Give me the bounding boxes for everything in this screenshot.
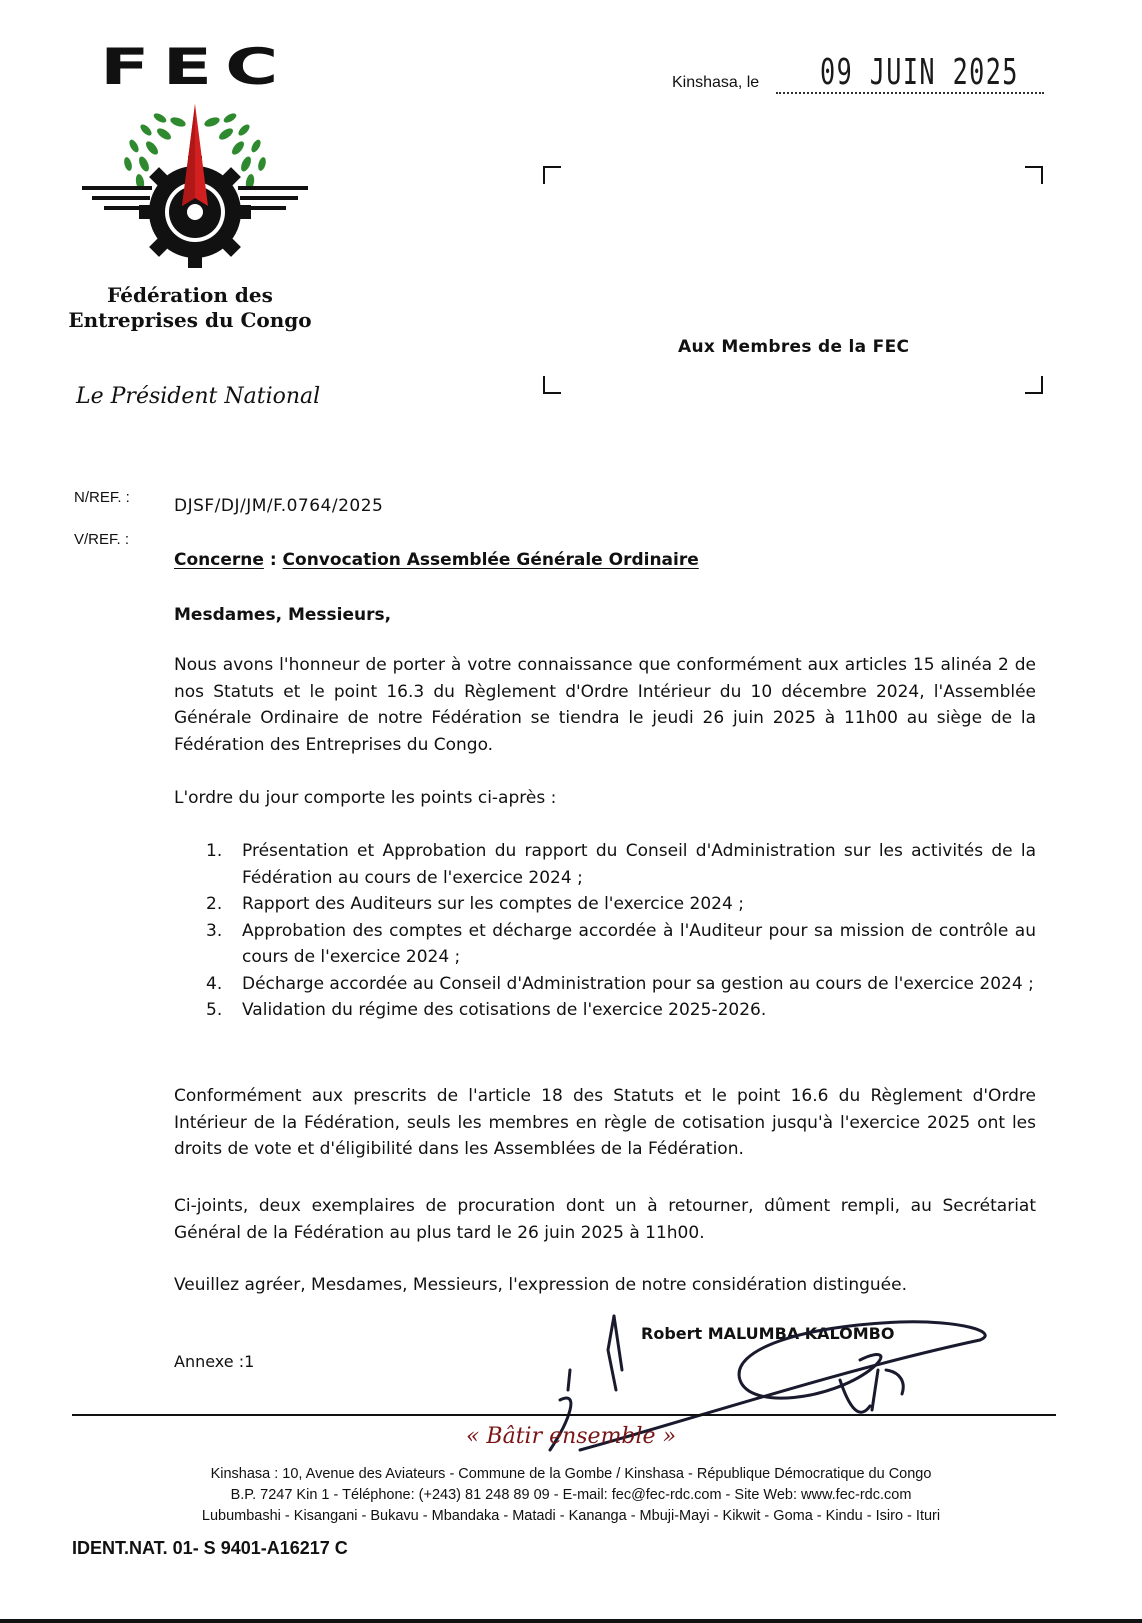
agenda-item-number: 1. <box>206 841 223 861</box>
our-reference-label: N/REF. : <box>74 489 130 506</box>
subject-text: Convocation Assemblée Générale Ordinaire <box>282 550 699 570</box>
footer-address: Kinshasa : 10, Avenue des Aviateurs - Commune de la Gombe / Kinshasa - République Démocratique du Congo <box>210 1466 932 1482</box>
paragraph-proxy: Ci-joints, deux exemplaires de procuration dont un à retourner, dûment rempli, au Secrétariat Général de la Fédération au plus tard le 26 juin 2025 à 11h00. <box>174 1196 1036 1243</box>
annex-note: Annexe :1 <box>174 1352 255 1371</box>
agenda-item-text: Approbation des comptes et décharge accordée à l'Auditeur pour sa mission de contrôle au cours de l'exercice 2024 ; <box>242 920 1036 967</box>
footer-motto: « Bâtir ensemble » <box>465 1424 677 1449</box>
agenda-item <box>206 838 1036 891</box>
paragraph-voting-rights: Conformément aux prescrits de l'article 18 des Statuts et le point 16.6 du Règlement d'Ordre Intérieur de la Fédération, seuls les membres en règle de cotisation jusqu'à l'exercice 2025 ont les droits de vote et d'éligibilité dans les Assemblées de la Fédération. <box>174 1086 1036 1159</box>
fec-emblem-icon <box>82 104 308 284</box>
our-reference-value: DJSF/DJ/JM/F.0764/2025 <box>174 496 384 516</box>
footer-branches: Lubumbashi - Kisangani - Bukavu - Mbandaka - Matadi - Kananga - Mbuji-Mayi - Kikwit - Goma - Kindu - Isiro - Ituri <box>201 1508 941 1524</box>
paragraph-closing: Veuillez agréer, Mesdames, Messieurs, l'expression de notre considération distinguée. <box>174 1275 907 1295</box>
agenda-item <box>206 891 1036 918</box>
recipient: Aux Membres de la FEC <box>678 337 910 357</box>
date-stamp: 09 JUIN 2025 <box>820 52 1019 93</box>
fec-logo-text: FEC <box>100 38 292 96</box>
subject-separator: : <box>269 550 277 570</box>
organization-name-line1: Fédération des <box>107 283 273 307</box>
agenda-item-number: 5. <box>206 1000 223 1020</box>
national-id: IDENT.NAT. 01- S 9401-A16217 C <box>72 1538 348 1558</box>
organization-name <box>60 283 320 333</box>
agenda-item <box>206 971 1036 998</box>
address-frame-corner-top-right <box>1025 166 1043 184</box>
agenda-list <box>206 838 1036 1024</box>
subject-label: Concerne <box>174 550 264 570</box>
address-frame-corner-top-left <box>543 166 561 184</box>
agenda-item-text: Présentation et Approbation du rapport du Conseil d'Administration sur les activités de la Fédération au cours de l'exercice 2024 ; <box>242 841 1036 888</box>
agenda-item-number: 2. <box>206 894 223 914</box>
president-title: Le Président National <box>76 384 321 409</box>
page-bottom-edge <box>0 1619 1142 1623</box>
salutation: Mesdames, Messieurs, <box>174 605 392 625</box>
agenda-item-text: Rapport des Auditeurs sur les comptes de l'exercice 2024 ; <box>242 894 744 914</box>
organization-name-line2: Entreprises du Congo <box>68 308 312 332</box>
footer-contact: B.P. 7247 Kin 1 - Téléphone: (+243) 81 248 89 09 - E-mail: fec@fec-rdc.com - Site Web: www.fec-rdc.com <box>230 1487 912 1503</box>
agenda-item <box>206 918 1036 971</box>
agenda-item-number: 3. <box>206 920 223 941</box>
paragraph-agenda-intro: L'ordre du jour comporte les points ci-après : <box>174 788 557 808</box>
footer-divider <box>72 1414 1056 1416</box>
signer-name: Robert MALUMBA KALOMBO <box>641 1324 895 1343</box>
date-prefix: Kinshasa, le <box>672 74 760 91</box>
paragraph-intro: Nous avons l'honneur de porter à votre connaissance que conformément aux articles 15 alinéa 2 de nos Statuts et le point 16.3 du Règlement d'Ordre Intérieur du 10 décembre 2024, l'Assemblée Générale Ordinaire de notre Fédération se tiendra le jeudi 26 juin 2025 à 11h00 au siège de la Fédération des Entreprises du Congo. <box>174 655 1036 755</box>
address-frame-corner-bottom-left <box>543 376 561 394</box>
your-reference-label: V/REF. : <box>74 531 130 548</box>
agenda-item-text: Décharge accordée au Conseil d'Administration pour sa gestion au cours de l'exercice 2024 ; <box>242 973 1034 994</box>
agenda-item <box>206 997 1036 1024</box>
subject-line <box>174 550 699 570</box>
agenda-item-number: 4. <box>206 973 223 994</box>
agenda-item-text: Validation du régime des cotisations de l'exercice 2025-2026. <box>242 1000 767 1020</box>
address-frame-corner-bottom-right <box>1025 376 1043 394</box>
